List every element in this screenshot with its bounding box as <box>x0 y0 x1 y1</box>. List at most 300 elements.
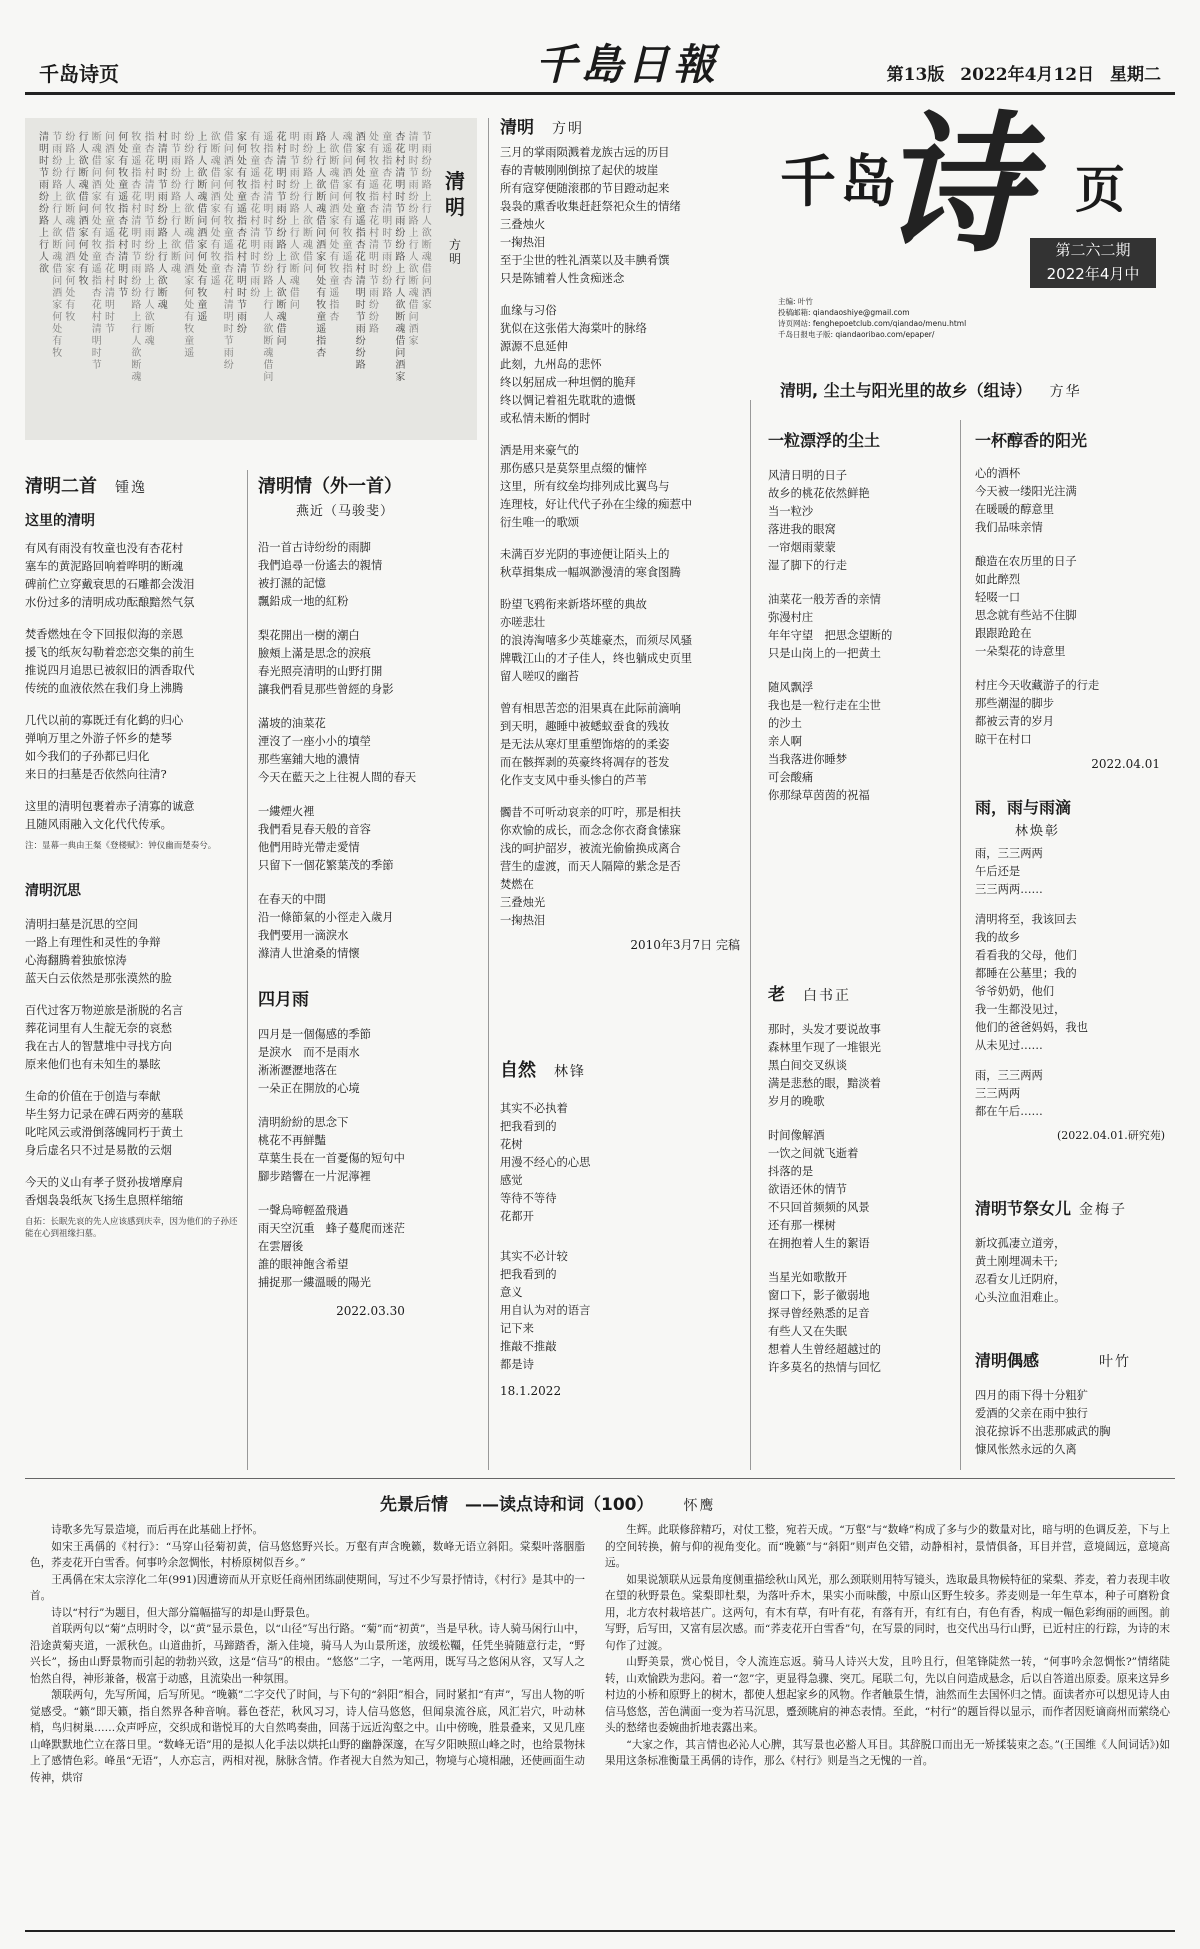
poem-line: 黄土刚埋凋未干; <box>975 1255 1058 1268</box>
poem-line: 心的酒杯 <box>975 467 1021 480</box>
calligraphy-stroke-column: 明时节雨纷纷路上行人欲断魂借问 <box>289 132 300 311</box>
poem-line: 连理枝，好让代代子孙在尘缘的痴惹中 <box>500 498 693 511</box>
calligraphy-stroke-column: 时节雨纷纷路上行人欲断魂 <box>171 132 181 275</box>
poem-line: 那伤感只是莫祭里点缀的慵悴 <box>500 462 647 475</box>
poem-chentu <box>768 428 948 805</box>
stanza <box>975 553 1175 661</box>
poem-line: 只是陈铺着人性贪痴迷念 <box>500 272 625 285</box>
stanza <box>768 1021 948 1111</box>
poem-line: 今天被一缕阳光注满 <box>975 485 1077 498</box>
poem-line: 许多莫名的热情与回忆 <box>768 1361 881 1374</box>
poem-line: 袅袅的熏香收集赶赶祭祀众生的情绪 <box>500 200 681 213</box>
stanza <box>500 302 740 428</box>
stanza <box>25 1002 240 1074</box>
stanza <box>258 627 483 699</box>
poem-line: 碑前伫立穿戴衰思的石雕都会泼泪 <box>25 578 195 591</box>
poem-line: 是无法从寒灯里重塑饰熔的的柔姿 <box>500 738 670 751</box>
poem-line: 身后虚名只不过是易散的云烟 <box>25 1144 172 1157</box>
poem-line: 随风飘浮 <box>768 681 814 694</box>
stanza <box>975 845 1175 899</box>
group-title: 清明, 尘土与阳光里的故乡（组诗） 方华 <box>780 381 1082 400</box>
stanza <box>25 540 240 612</box>
poem-line: 等待不等待 <box>500 1192 557 1205</box>
poem-line: 一掬热泪 <box>500 914 546 927</box>
poem-line: 把我看到的 <box>500 1120 557 1133</box>
poem-line: 窗口下，影子徽弱地 <box>768 1289 870 1302</box>
stanza <box>500 596 740 686</box>
poem-line: 我們要用一滴淚水 <box>258 929 349 942</box>
calligraphy-stroke-column: 路上行人欲断魂借问酒家何处有牧童遥指杏 <box>316 132 327 359</box>
poem-yu <box>975 795 1175 1143</box>
poem-title: 雨，雨与雨滴 <box>975 798 1072 817</box>
poem-note: 自拓：长眠先哀的先人应该感到庆幸，因为他们的子孙还能在心到祖缘扫墓。 <box>25 1217 238 1239</box>
poem-line: 浪花掠诉不出悲那戚武的胸 <box>975 1425 1111 1438</box>
poem-line: 三三两两 <box>975 1087 1021 1100</box>
poem-line: 沿一條節氣的小徑走入歲月 <box>258 911 394 924</box>
poem-line: 弥漫村庄 <box>768 611 814 624</box>
calligraphy-stroke-column: 清明时节雨纷纷路上行人欲断魂借问酒家 <box>408 132 419 347</box>
poem-line: 抖落的是 <box>768 1165 814 1178</box>
poem-title: 清明节祭女儿 金梅子 <box>975 1199 1128 1218</box>
poem-line: 其实不必计较 <box>500 1250 568 1263</box>
poem-line: 四月的雨下得十分粗犷 <box>975 1389 1088 1402</box>
stanza <box>258 1114 483 1186</box>
stanza <box>25 1174 240 1210</box>
poem-line: 营生的虚渡，而天人隔障的紫念是否 <box>500 860 681 873</box>
poem-line: 爱酒的父亲在雨中独行 <box>975 1407 1088 1420</box>
poem-line: 用自认为对的语言 <box>500 1304 591 1317</box>
promo-title-ye: 页 <box>1075 161 1125 219</box>
poem-line: 化作支支风中垂头惨白的芦苇 <box>500 774 647 787</box>
poem-line: 年年守望 把思念望断的 <box>768 629 893 642</box>
poem-line: 村庄今天收藏游子的行走 <box>975 679 1100 692</box>
credit-email: 投稿邮箱: qiandaoshiye@gmail.com <box>778 308 910 317</box>
poem-line: 滿坡的油菜花 <box>258 717 326 730</box>
poem-line: 血缘与习俗 <box>500 304 557 317</box>
poem-line: 想着人生曾经超越过的 <box>768 1343 881 1356</box>
poem-ougan <box>975 1348 1175 1459</box>
stanza <box>25 712 240 784</box>
calligraphy-stroke-column: 花村清明时节雨纷纷路上行人欲断魂借问 <box>276 132 287 347</box>
stanza <box>768 467 948 575</box>
calligraphy-stroke-column: 指杏花村清明时节雨纷纷路上行人欲断魂 <box>144 132 155 347</box>
calligraphy-stroke-column: 酒家何处有牧童遥指杏花村清明时节雨纷纷路 <box>355 132 366 371</box>
poem-line: 至于尘世的牲礼酒菜以及丰腆肴馔 <box>500 254 670 267</box>
page-bottom-rule <box>25 1930 1175 1932</box>
poem-line: 推敲不推敲 <box>500 1340 557 1353</box>
poem-line: 一帘烟雨蒙蒙 <box>768 541 836 554</box>
poem-line: 心头泣血泪难止。 <box>975 1291 1066 1304</box>
poem-line: 岁月的晚歌 <box>768 1095 825 1108</box>
calligraphy-stroke-column: 纷路上行人欲断魂借问酒家何处有牧 <box>65 132 76 323</box>
poem-line: 这里，所有纹垒均排列成比翼鸟与 <box>500 480 670 493</box>
poem-line: 曾有相思苦恋的泪果真在此际前滴响 <box>500 702 681 715</box>
stanza <box>25 916 240 988</box>
calligraphy-stroke-column: 家何处有牧童遥指杏花村清明时节雨纷 <box>237 132 247 335</box>
poem-line: 你那绿草茵茵的祝福 <box>768 789 870 802</box>
poem-title: 一杯醇香的阳光 <box>975 431 1088 450</box>
calligraphy-stroke-column: 欲断魂借问酒家何处有牧童遥 <box>210 132 221 287</box>
poem-title: 一粒漂浮的尘土 <box>768 431 881 450</box>
poem-note: 注：显幕一典由王粲《登楼赋》：钟仪幽而楚奏兮。 <box>25 841 217 851</box>
stanza <box>768 679 948 805</box>
credit-editor: 主编: 叶竹 <box>778 297 813 306</box>
newspaper-logo: 千島日報 <box>535 40 720 89</box>
poem-ziran <box>500 1056 740 1398</box>
poem-line: 有些人又在失眠 <box>768 1325 848 1338</box>
calligraphy-stroke-column: 清明时节雨纷纷路上行人欲 <box>39 132 49 275</box>
poem-line: 清明将至，我该回去 <box>975 913 1077 926</box>
poem-date: 2010年3月7日 完稿 <box>630 938 740 952</box>
poem-subtitle: 清明沉思 <box>25 883 81 899</box>
poem-line: 盼望飞鸦衔来新塔坏壁的典故 <box>500 598 647 611</box>
essay-paragraph: 王禹偁在宋太宗淳化二年(991)因遭谤而从开京贬任商州团练副使期间，写过不少写景抒情诗，《村行》是其中的一首。 <box>30 1573 585 1602</box>
stanza <box>500 1248 740 1374</box>
poem-date: 18.1.2022 <box>500 1384 562 1398</box>
poem-line: 如今我们的子孙都已归化 <box>25 750 150 763</box>
poem-line: 酿造在农历里的日子 <box>975 555 1077 568</box>
edition-number: 第13版 <box>886 65 945 85</box>
poem-subtitle: 这里的清明 <box>25 513 95 529</box>
poem-line: 当一粒沙 <box>768 505 814 518</box>
poem-line: 犹似在这张偌大海棠叶的脉络 <box>500 322 647 335</box>
poem-line: 跟跟跄跄在 <box>975 627 1032 640</box>
poem-line: 把我看到的 <box>500 1268 557 1281</box>
poem-line: 黑白间交叉纵谈 <box>768 1059 848 1072</box>
poem-line: 都睡在公墓里；我的 <box>975 967 1077 980</box>
poem-title: 清明二首 锺逸 <box>25 476 147 497</box>
poem-line: 源源不息延伸 <box>500 340 568 353</box>
poem-line: 此刻，九州岛的悲怀 <box>500 358 602 371</box>
poem-line: 看看我的父母，他们 <box>975 949 1077 962</box>
poem-line: 未满百岁光阴的事迹便让陌头上的 <box>500 548 670 561</box>
poem-line: 新坟孤凄立道旁， <box>975 1237 1066 1250</box>
poem-qingming-fangming <box>500 113 740 953</box>
calligraphy-stroke-column: 纷纷路上行人欲断魂借问酒家何处有牧童遥 <box>184 132 195 359</box>
essay-top-rule <box>25 1478 1175 1479</box>
poem-line: 传统的血液依然在我们身上沸腾 <box>25 682 184 695</box>
poem-line: 我的故乡 <box>975 931 1021 944</box>
poem-line: 一縷煙火裡 <box>258 805 315 818</box>
poem-line: 森林里乍现了一堆银光 <box>768 1041 881 1054</box>
poem-line: 香烟袅袅纸灰飞扬生息照样缩缩 <box>25 1194 184 1207</box>
calligraphy-stroke-column: 人欲断魂借问酒家何处有牧童遥指杏 <box>329 132 340 323</box>
poem-line: 在雲層後 <box>258 1240 304 1253</box>
poem-line: 意义 <box>500 1286 523 1299</box>
poem-line: 誰的眼神飽含希望 <box>258 1258 349 1271</box>
poem-line: 都是诗 <box>500 1358 534 1371</box>
poem-line: 毕生努力记录在碑石两旁的墓联 <box>25 1108 184 1121</box>
poem-line: 捕捉那一縷溫暖的陽光 <box>258 1276 371 1289</box>
poem-line: 亦嗟悲壮 <box>500 616 546 629</box>
calligraphy-stroke-column: 节雨纷纷路上行人欲断魂借问酒家何处有牧 <box>52 132 63 359</box>
poem-line: 欲语还休的情节 <box>768 1183 848 1196</box>
essay-title: 先景后情 ——读点诗和词（100） 怀鹰 <box>380 1495 716 1515</box>
poem-line: 在暖暖的醇意里 <box>975 503 1055 516</box>
stanza <box>258 539 483 611</box>
calligraphy-title: 清明 <box>445 169 465 219</box>
poem-line: 草葉生長在一首憂傷的短句中 <box>258 1152 405 1165</box>
stanza <box>975 677 1175 749</box>
poem-line: 是淚水 而不是雨水 <box>258 1046 360 1059</box>
poem-line: 焚香燃烛在令下回报似海的亲恩 <box>25 628 184 641</box>
poem-yangguang <box>975 428 1175 771</box>
poem-line: 我在古人的智慧堆中寻找方向 <box>25 1040 172 1053</box>
poem-line: 生命的价值在于创造与奉献 <box>25 1090 161 1103</box>
poem-title: 清明 方明 <box>500 118 584 138</box>
poem-line: 淅淅瀝瀝地落在 <box>258 1064 338 1077</box>
poem-line: 他们的爸爸妈妈，我也 <box>975 1021 1088 1034</box>
column-divider <box>488 118 489 1470</box>
poem-line: 晾干在村口 <box>975 733 1032 746</box>
promo-title-qiandao: 千岛 <box>780 150 900 215</box>
poem-line: 来日的扫墓是否依然向往清? <box>25 768 167 781</box>
poem-line: 今天的义山有孝子贤孙拔增摩肩 <box>25 1176 184 1189</box>
poem-line: 在春天的中間 <box>258 893 326 906</box>
poem-line: 百代过客万物逆旅是浙脱的名言 <box>25 1004 184 1017</box>
calligraphy-stroke-column: 村清明时节雨纷纷路上行人欲断魂 <box>157 132 168 311</box>
poem-line: 风清日明的日子 <box>768 469 848 482</box>
poem-line: 爷爷奶奶，他们 <box>975 985 1055 998</box>
calligraphy-stroke-column: 杏花村清明时节雨纷纷路上行人欲断魂借问酒家 <box>395 132 406 383</box>
poem-line: 都被云青的岁月 <box>975 715 1055 728</box>
poem-title: 老 白书正 <box>768 985 851 1005</box>
poem-line: 三三两两…… <box>975 883 1043 896</box>
poem-line: 湿了脚下的行走 <box>768 559 848 572</box>
essay-paragraph: 首联两句以“菊”点明时令，以“黄”显示景色，以“山径”写出行路。“菊”而“初黄”，当是早秋。诗人骑马闲行山中，沿途黄菊夹道，一派秋色。山道曲折，马蹄踏香，渐入佳境，骑马人为山景所迷，放缓松韁，任凭坐骑随意行走，“野兴长”，扬由山野景物而引起的勃勃兴致，这是“信马”的根由。“悠悠”二字，一笔两用，既写马之悠闲从容，又写人之怡然自得，神形兼备，极富于动感，且流染出一种氛围。 <box>30 1623 585 1685</box>
poem-title: 自然 林锋 <box>500 1060 586 1081</box>
poem-line: 有风有雨没有牧童也没有杏花村 <box>25 542 184 555</box>
poem-line: 且随风雨融入文化代代传承。 <box>25 818 172 831</box>
promo-title-shi: 诗 <box>880 97 1031 273</box>
poem-line: 牌戰江山的才子佳人，终也躺成史页里 <box>500 652 693 665</box>
column-divider <box>960 420 961 1470</box>
stanza <box>500 144 740 288</box>
poem-line: 只是山岗上的一把黄土 <box>768 647 881 660</box>
column-divider <box>750 400 751 1470</box>
poem-line: 援飞的纸灰勾勒着恋恋交集的前生 <box>25 646 195 659</box>
poem-line: 记下来 <box>500 1322 534 1335</box>
poem-line: 你欢愉的成长，而念念你衣裔食愫寐 <box>500 824 681 837</box>
calligraphy-stroke-column: 上行人欲断魂借问酒家何处有牧童遥 <box>197 132 208 323</box>
poem-line: 我們追尋一份遙去的親情 <box>258 559 383 572</box>
poem-qingming-ershou <box>25 472 240 1240</box>
poem-title: 清明偶感 叶竹 <box>975 1351 1132 1370</box>
poem-line: 梨花開出一樹的潮白 <box>258 629 360 642</box>
stanza <box>768 591 948 663</box>
poem-line: 三叠烛光 <box>500 896 546 909</box>
calligraphy-author: 方明 <box>449 238 462 266</box>
poem-line: 花树 <box>500 1138 523 1151</box>
issue-month: 2022年4月中 <box>1046 265 1140 283</box>
poem-line: 或私情未断的惘时 <box>500 412 591 425</box>
poem-line: 终以躬屈成一种坦惘的脆拜 <box>500 376 636 389</box>
credits <box>778 296 966 340</box>
poem-line: 三叠烛火 <box>500 218 546 231</box>
poem-author: 燕近（马骏斐） <box>296 504 395 519</box>
poem-line: 清明扫墓是沉思的空间 <box>25 918 138 931</box>
poem-line: 髑昔不可听动哀亲的叮咛，那是相扶 <box>500 806 681 819</box>
poem-line: 他們用時光帶走愛情 <box>258 841 360 854</box>
calligraphy-stroke-column: 雨纷纷路上行人欲断魂借问 <box>303 132 313 275</box>
credit-epaper: 千岛日报电子版: qiandaoribao.com/epaper/ <box>778 330 935 339</box>
calligraphy-stroke-column: 魂借问酒家何处有牧童遥指杏 <box>342 132 353 287</box>
poem-line: 花都开 <box>500 1210 534 1223</box>
poem-line: 蓝天白云依然是那张漠然的脸 <box>25 972 172 985</box>
poem-line: 我们品味亲情 <box>975 521 1043 534</box>
poem-line: 亲人啊 <box>768 735 802 748</box>
essay-paragraph: 颔联两句，先写所闻，后写所见。“晚籁”二字交代了时间，与下句的“斜阳”相合，同时紧扣“有声”，写出人物的听觉感受。“籁”即天籁，指自然界各种音响。暮色苍茫，秋风习习，诗人信马悠悠，但闻泉流谷底，风汇岩穴，叶动林梢，鸟归树巢……众声呼应，交织成和谐悦耳的大自然鸣奏曲，回荡于远近沟壑之中。山中傍晚，胜景叠来，又见几座山峰默默地伫立在落日里。“数峰无语”用的是拟人化手法以烘托山野的幽静深邃，在写夕阳映照山峰之时，也给景物抹上了感情色彩。峰虽“无语”，人亦忘言，两相对视，脉脉含情。作者视大自然为知己，物境与心境相融，还使画面生动传神，烘帘 <box>30 1689 585 1784</box>
poem-line: 我也是一粒行走在尘世 <box>768 699 881 712</box>
poem-line: 都在午后…… <box>975 1105 1043 1118</box>
poem-line: 水份过多的清明成功酝酿黯然气氛 <box>25 596 195 609</box>
poem-line: 沿一首古诗纷纷的雨脚 <box>258 541 371 554</box>
poem-line: 探寻曾经熟悉的足音 <box>768 1307 870 1320</box>
poem-qingmingqing <box>258 472 483 1318</box>
credit-website: 诗页网站: fenghepoetclub.com/qiandao/menu.html <box>778 319 967 328</box>
essay-right-column <box>605 1522 1170 1770</box>
stanza <box>258 715 483 787</box>
calligraphy-stroke-column: 断魂借问酒家何处有牧童遥指杏花村清明时节 <box>91 132 102 371</box>
poem-jinu <box>975 1196 1175 1307</box>
poem-line: 雨，三三两两 <box>975 1069 1043 1082</box>
poem-line: 腳步踏響在一片泥濘裡 <box>258 1170 371 1183</box>
masthead <box>25 30 1175 95</box>
poem-subtitle: 四月雨 <box>258 990 309 1010</box>
stanza <box>768 1127 948 1253</box>
poem-line: 臉頰上滿是思念的淚痕 <box>258 647 371 660</box>
poem-line: 一路上有理性和灵性的争辩 <box>25 936 161 949</box>
poem-line: 一饮之间就飞逝着 <box>768 1147 859 1160</box>
issue-date: 2022年4月12日 <box>960 65 1095 85</box>
poem-line: 桃花不再鮮豔 <box>258 1134 326 1147</box>
poem-line: 而在骸挥剥的英豪终将凋存的苍发 <box>500 756 670 769</box>
poem-line: 午后还是 <box>975 865 1021 878</box>
issue-box <box>1030 238 1156 288</box>
calligraphy-stroke-column: 有牧童遥指杏花村清明时节雨纷 <box>250 132 261 299</box>
poem-line: 清明紛紛的思念下 <box>258 1116 349 1129</box>
poem-line: 讓我們看見那些曾經的身影 <box>258 683 394 696</box>
stanza <box>25 798 240 834</box>
poem-line: 塞车的黄泥路回响着哗明的断魂 <box>25 560 184 573</box>
stanza <box>975 911 1175 1055</box>
poem-line: 落进我的眼窝 <box>768 523 836 536</box>
poem-line: 心海翻腾着独旅惊涛 <box>25 954 127 967</box>
essay-paragraph: “大家之作，其言情也必沁人心脾，其写景也必豁人耳目。其辞脱口而出无一矫揉装束之态。”(王国维《人间词话》)如果用这条标准衡量王禹偁的诗作，那么《村行》则是当之无愧的一首。 <box>605 1738 1170 1767</box>
stanza <box>258 803 483 875</box>
poem-line: 被打濕的記憶 <box>258 577 326 590</box>
poem-line: 滌清人世滄桑的情懷 <box>258 947 360 960</box>
poem-line: 如此醉烈 <box>975 573 1021 586</box>
stanza <box>25 1088 240 1160</box>
poem-line: 感觉 <box>500 1174 523 1187</box>
poem-date: 2022.04.01 <box>1091 757 1160 771</box>
poem-line: 不只回首频频的风景 <box>768 1201 870 1214</box>
calligraphy-stroke-column: 何处有牧童遥指杏花村清明时节 <box>118 132 129 299</box>
poem-line: 洒是用来豪气的 <box>500 444 580 457</box>
poem-line: 只留下一個花繁葉茂的季節 <box>258 859 394 872</box>
poem-line: 轻啜一口 <box>975 591 1021 604</box>
column-divider <box>247 470 248 1470</box>
poem-line: 所有寇穿便随滚郡的节目蹬动起来 <box>500 182 670 195</box>
essay-paragraph: 生辉。此联修辞精巧，对仗工整，宛若天成。“万壑”与“数峰”构成了多与少的数量对比，暗与明的色调反差，下与上的空间转换，俯与仰的视角变化。而“晚籁”与“斜阳”则声色交错，动静相衬，景情俱备，耳目并营，意境阔远，意境高远。 <box>605 1524 1170 1569</box>
poem-title: 清明情（外一首） <box>258 476 402 497</box>
poem-line: 终以惆记着祖先耽耽的遗慨 <box>500 394 636 407</box>
poem-line: 慷风怅然永远的久离 <box>975 1443 1077 1456</box>
poem-line: 那些塞鋪大地的濃情 <box>258 753 360 766</box>
edition-info <box>877 60 1161 85</box>
poem-line: 一掬热泪 <box>500 236 546 249</box>
poem-line: 这里的清明包裹着赤子清寡的诚意 <box>25 800 195 813</box>
poem-line: 我們看見春天般的音容 <box>258 823 371 836</box>
essay-paragraph: 诗歌多先写景造境，而后再在此基础上抒怀。 <box>51 1524 264 1536</box>
poem-date: (2022.04.01.研究苑) <box>1056 1129 1165 1142</box>
poem-line: 可会酸痛 <box>768 771 814 784</box>
calligraphy-stroke-column: 处有牧童遥指杏花村清明时节雨纷纷路 <box>369 132 379 335</box>
poem-line: 到天明，趣睡中被蟋蚁蚕食的残妆 <box>500 720 670 733</box>
poem-line: 衍生唯一的歌颂 <box>500 516 580 529</box>
stanza <box>25 626 240 698</box>
poem-line: 原来他们也有未知生的暴眩 <box>25 1058 161 1071</box>
poem-line: 在拥抱着人生的絮语 <box>768 1237 870 1250</box>
stanza <box>768 1269 948 1377</box>
poem-line: 我一生都没见过， <box>975 1003 1066 1016</box>
poem-line: 当星光如歌散开 <box>768 1271 848 1284</box>
stanza <box>500 442 740 532</box>
calligraphy-stroke-column: 行人欲断魂借问酒家何处有牧 <box>78 132 89 287</box>
poem-line: 一聲烏啼輕盈飛過 <box>258 1204 349 1217</box>
poem-line: 飄鉛成一地的紅粉 <box>258 595 349 608</box>
stanza <box>500 546 740 582</box>
calligraphy-stroke-column: 问酒家何处有牧童遥指杏花村清明时节 <box>105 132 115 335</box>
poem-line: 弹响万里之外游子怀乡的楚琴 <box>25 732 172 745</box>
calligraphy-stroke-column: 借问酒家何处有牧童遥指杏花村清明时节雨纷 <box>223 132 234 371</box>
poem-line: 今天在藍天之上往視人間的春天 <box>258 771 417 784</box>
poem-line: 葬花词里有人生靛无奈的哀愁 <box>25 1022 172 1035</box>
poem-line: 用漫不经心的心思 <box>500 1156 591 1169</box>
poem-line: 满是悲愁的眼，黯淡着 <box>768 1077 881 1090</box>
issue-number: 第二六二期 <box>1055 241 1131 259</box>
essay-paragraph: 如宋王禹偁的《村行》：“马穿山径菊初黄，信马悠悠野兴长。万壑有声含晚籁，数峰无语立斜阳。棠梨叶落胭脂色，荞麦花开白雪香。何事吟余忽惆怅，村桥原树似吾乡。” <box>30 1540 585 1569</box>
poem-line: 的浪涛淘嘻多少英雄豪杰，而须尽风骚 <box>500 634 693 647</box>
stanza <box>258 891 483 963</box>
calligraphy-stroke-column: 牧童遥指杏花村清明时节雨纷纷路上行人欲断魂 <box>131 132 142 383</box>
poem-line: 油菜花一般芳香的亲情 <box>768 593 881 606</box>
poem-line: 还有那一棵树 <box>768 1219 836 1232</box>
poem-line: 的沙土 <box>768 717 802 730</box>
stanza <box>500 700 740 790</box>
poem-line: 故乡的桃花依然鲜艳 <box>768 487 870 500</box>
poem-line: 湮沒了一座小小的墳塋 <box>258 735 371 748</box>
poem-line: 一朵正在開放的心境 <box>258 1082 360 1095</box>
essay-paragraph: 诗以“村行”为题目，但大部分篇幅描写的却是山野景色。 <box>51 1606 317 1619</box>
stanza <box>500 1100 740 1226</box>
poem-date: 2022.03.30 <box>336 1304 405 1318</box>
poem-line: 一朵梨花的诗意里 <box>975 645 1066 658</box>
poem-line: 叱咤风云或滑倒落魄同朽于黄土 <box>25 1126 184 1139</box>
calligraphy-stroke-column: 遥指杏花村清明时节雨纷纷路上行人欲断魂借问 <box>263 132 274 383</box>
poem-author: 林焕彰 <box>1015 824 1061 839</box>
poem-line: 几代以前的寡既迁有化鹤的归心 <box>25 714 184 727</box>
poem-line: 三月的掌雨陨溅着龙族古远的历目 <box>500 146 670 159</box>
poem-line: 春光照亮清明的山野打開 <box>258 665 383 678</box>
essay-paragraph: 如果说颔联从远景角度侧重描绘秋山风光，那么颈联则用特写镜头，选取最具物候特征的棠梨、荞麦，着力表现丰收在望的秋野景色。棠梨即杜梨，为落叶乔木，果实小而味酸，中原山区野生较多。荞麦则是一年生草本，种子可磨粉食用，北方农村栽培甚广。这两句，有木有草，有叶有花，有落有开，有红有白，有色有香，构成一幅色彩绚丽的画图。前写野，后写田，又富有层次感。而“荞麦花开白雪香”句，在写景的同时，也交代出马行山野，已近村庄的行踪，为诗的末句作了过渡。 <box>605 1573 1170 1652</box>
poem-line: 那时，头发才要说故事 <box>768 1023 881 1036</box>
poem-line: 那些潮湿的脚步 <box>975 697 1055 710</box>
poem-line: 焚燃在 <box>500 878 534 891</box>
essay-left-column <box>30 1522 585 1786</box>
poem-line: 思念就有些站不住脚 <box>975 609 1077 622</box>
